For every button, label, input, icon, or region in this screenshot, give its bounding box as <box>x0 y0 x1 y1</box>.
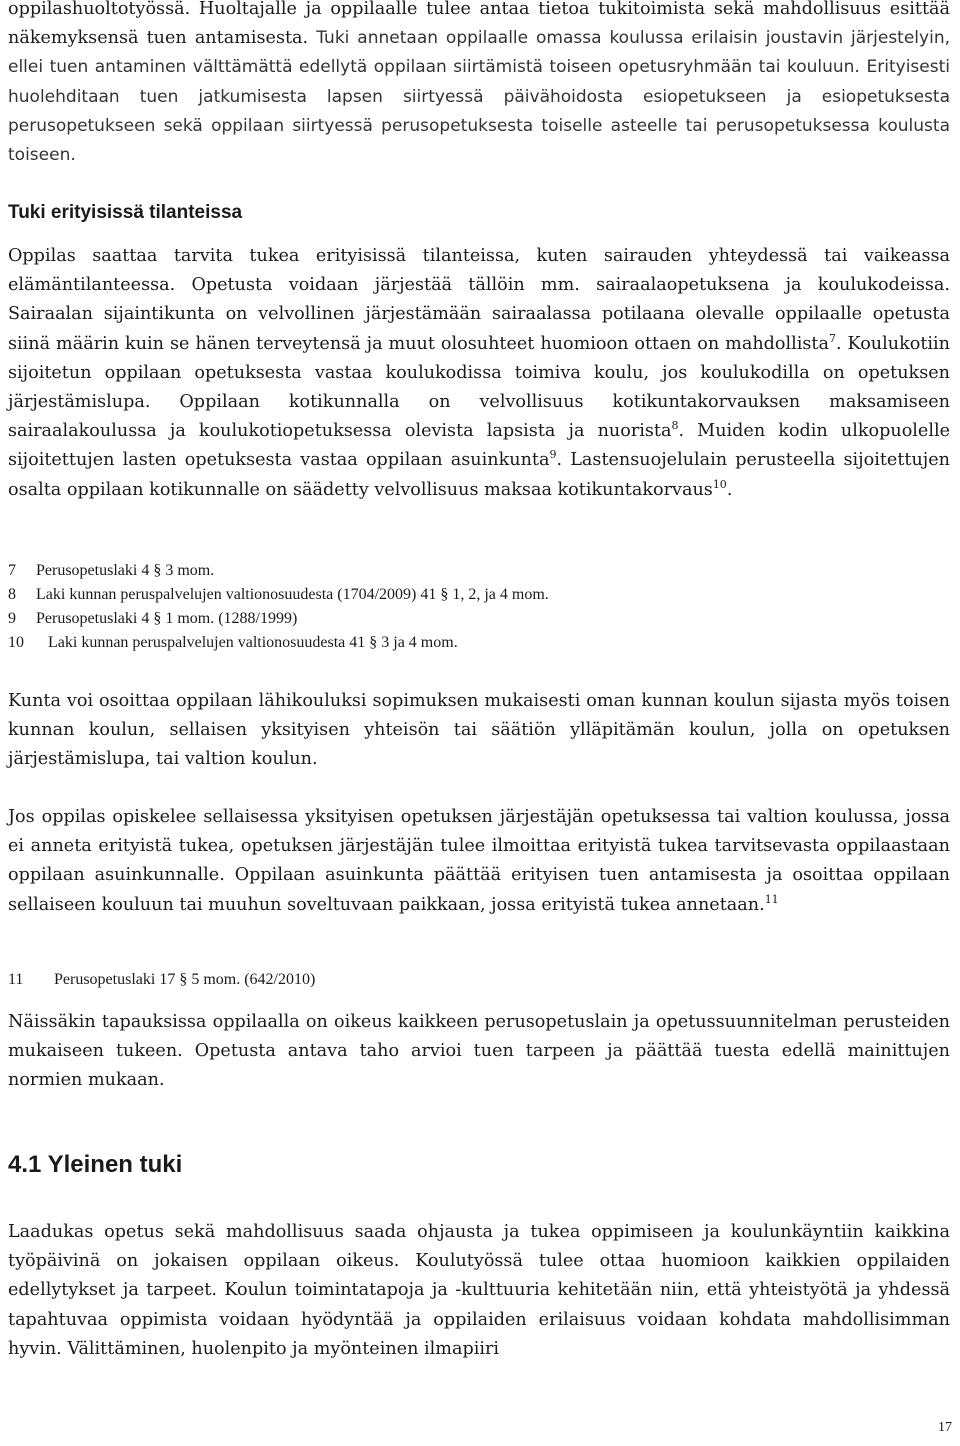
footnote-item <box>8 559 908 583</box>
intro-paragraph <box>8 0 950 170</box>
footnote-11 <box>8 968 908 992</box>
private-school-text: Jos oppilas opiskelee sellaisessa yksityisen opetuksen järjestäjän opetuksessa tai valtion koulussa, jossa ei anneta erityistä tukea, opetuksen järjestäjän tulee ilmoittaa erityistä tukea tarvitsevasta oppilaastaan oppilaan asuinkunnalle. Oppilaan asuinkunta päättää erityisen tuen antamisesta ja osoittaa oppilaan sellaiseen kouluun tai muuhun soveltuvaan paikkaan, jossa erityistä tukea annetaan. <box>8 807 950 915</box>
footnote-number: 9 <box>8 610 16 627</box>
special-situations-paragraph <box>8 242 950 505</box>
footnote-number: 11 <box>8 971 24 988</box>
footnote-text: Perusopetuslaki 4 § 1 mom. (1288/1999) <box>36 610 298 627</box>
section-heading-4-1: 4.1 Yleinen tuki <box>8 1151 183 1178</box>
rights-paragraph: Näissäkin tapauksissa oppilaalla on oikeus kaikkeen perusopetuslain ja opetussuunnitelman perusteiden mukaiseen tukeen. Opetusta antava taho arvioi tuen tarpeen ja päättää tuesta edellä mainittujen normien mukaan. <box>8 1012 950 1091</box>
footnote-ref-10: 10 <box>712 477 727 491</box>
footnote-ref-8: 8 <box>671 419 679 433</box>
page-number: 17 <box>938 1420 952 1435</box>
special-text-5: . <box>726 479 733 500</box>
intro-text-part3: Erityisesti huolehditaan tuen jatkumisesta lapsen siirtyessä päivähoidosta esiopetukseen ja esiopetuksesta perusopetukseen sekä oppilaan siirtyessä perusopetuksesta toiselle asteelle tai perusopetuksessa koulusta toiseen. <box>8 57 950 166</box>
private-school-paragraph <box>8 803 950 920</box>
footnote-text: Perusopetuslaki 4 § 3 mom. <box>36 562 215 579</box>
footnote-ref-11: 11 <box>764 892 779 906</box>
special-text-2: . Koulukotiin sijoitetun oppilaan opetuksesta vastaa koulukodissa toimiva koulu, jos koulukodilla on opetuksen järjestämislupa. Oppilaan kotikunnalla on velvollisuus kotikuntakorvauksen maksamiseen sairaalakoulussa ja koulukotiopetuksessa olevista lapsista ja nuorista <box>8 333 950 442</box>
footnote-item <box>8 583 908 607</box>
municipality-paragraph: Kunta voi osoittaa oppilaan lähikouluksi sopimuksen mukaisesti oman kunnan koulun sijasta myös toisen kunnan koulun, sellaisen yksityisen yhteisön tai säätiön ylläpitämän koulun, jolla on opetuksen järjestämislupa, tai valtion koulun. <box>8 691 950 770</box>
special-text-3: . Muiden kodin ulkopuolelle sijoitettujen lasten opetuksesta vastaa oppilaan asuinkunta <box>8 421 950 471</box>
special-situations-heading: Tuki erityisissä tilanteissa <box>8 202 243 223</box>
footnote-ref-9: 9 <box>549 448 557 462</box>
special-text-1: Oppilas saattaa tarvita tukea erityisissä tilanteissa, kuten sairauden yhteydessä tai vaikeassa elämäntilanteessa. Opetusta voidaan järjestää tällöin mm. sairaalaopetuksena ja koulukodeissa. Sairaalan sijaintikunta on velvollinen järjestämään sairaalassa potilaana olevalle oppilaalle opetusta siinä määrin kuin se hänen terveytensä ja muut olosuhteet huomioon ottaen on mahdollista <box>8 246 950 354</box>
intro-text-part2: Tuki annetaan oppilaalle omassa koulussa erilaisin joustavin järjestelyin, ellei tuen antaminen välttämättä edellytä oppilaan siirtämistä toiseen opetusryhmään tai kouluun. <box>8 28 950 78</box>
footnote-text: Laki kunnan peruspalvelujen valtionosuudesta 41 § 3 ja 4 mom. <box>48 634 458 651</box>
footnote-item <box>8 607 908 631</box>
footnote-number: 8 <box>8 586 16 603</box>
footnote-number: 7 <box>8 562 16 579</box>
special-text-4: . Lastensuojelulain perusteella sijoitettujen osalta oppilaan kotikunnalle on säädetty velvollisuus maksaa kotikuntakorvaus <box>8 450 950 500</box>
footnote-text: Laki kunnan peruspalvelujen valtionosuudesta (1704/2009) 41 § 1, 2, ja 4 mom. <box>36 586 549 603</box>
general-support-paragraph: Laadukas opetus sekä mahdollisuus saada ohjausta ja tukea oppimiseen ja koulunkäyntiin kaikkina työpäivinä on jokaisen oppilaan oikeus. Koulutyössä tulee ottaa huomioon kaikkien oppilaiden edellytykset ja tarpeet. Koulun toimintatapoja ja -kulttuuria kehitetään niin, että yhteistyötä ja yhdessä tapahtuvaa oppimista voidaan hyödyntää ja oppilaiden erilaisuus voidaan kohdata mahdollisimman hyvin. Välittäminen, huolenpito ja myönteinen ilmapiiri <box>8 1222 950 1359</box>
footnotes-list <box>8 559 908 655</box>
intro-text-part1: oppilashuoltotyössä. Huoltajalle ja oppilaalle tulee antaa tietoa tukitoimista sekä mahdollisuus esittää näkemyksensä tuen antamisesta. <box>8 0 950 49</box>
footnote-ref-7: 7 <box>828 331 836 345</box>
footnote-item <box>8 631 908 655</box>
footnote-item <box>8 968 908 992</box>
footnote-text: Perusopetuslaki 17 § 5 mom. (642/2010) <box>54 971 316 988</box>
footnote-number: 10 <box>8 634 24 651</box>
